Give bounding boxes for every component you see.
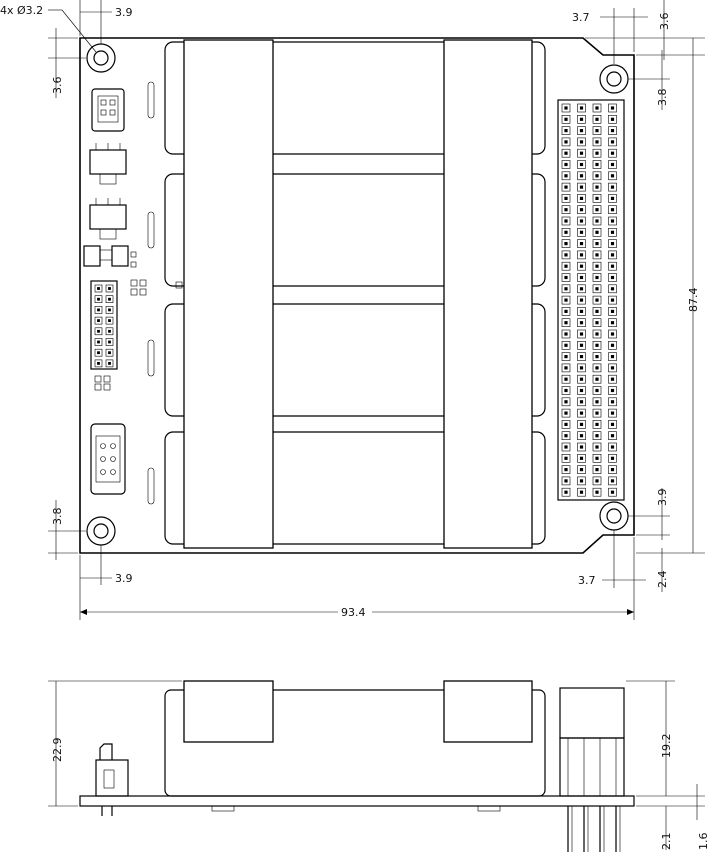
side-strap-left xyxy=(184,681,273,742)
header-pin-center xyxy=(595,332,598,335)
header-pin-center xyxy=(595,152,598,155)
header-pin-center xyxy=(595,400,598,403)
header-pin-center xyxy=(580,445,583,448)
header-pin-center xyxy=(611,186,614,189)
header-pin-center xyxy=(564,344,567,347)
header-pin-center xyxy=(564,118,567,121)
header-pin-center xyxy=(580,299,583,302)
header-pin-center xyxy=(97,309,100,312)
hole-callout: 4x Ø3.2 xyxy=(0,4,44,17)
side-view xyxy=(48,681,710,852)
header-pin-center xyxy=(564,389,567,392)
header-pin-center xyxy=(611,332,614,335)
header-pin-center xyxy=(580,412,583,415)
header-pin-center xyxy=(580,287,583,290)
header-pin-center xyxy=(564,434,567,437)
header-pin-center xyxy=(580,423,583,426)
header-pin-center xyxy=(564,423,567,426)
header-pin-center xyxy=(580,265,583,268)
header-pin-center xyxy=(611,321,614,324)
header-pin-center xyxy=(564,197,567,200)
header-pin-center xyxy=(611,344,614,347)
header-pin-center xyxy=(580,106,583,109)
header-pin-center xyxy=(580,197,583,200)
header-pin-center xyxy=(611,479,614,482)
header-pin-center xyxy=(564,174,567,177)
side-strap-right xyxy=(444,681,532,742)
header-pin-center xyxy=(580,355,583,358)
header-pin-center xyxy=(97,351,100,354)
board-outline xyxy=(80,38,634,553)
header-pin-center xyxy=(564,378,567,381)
header-pin-center xyxy=(611,265,614,268)
header-pin-center xyxy=(580,321,583,324)
dim-top-right-hole-y-inner: 3.8 xyxy=(656,88,669,106)
strap-left xyxy=(184,40,273,548)
dim-bottom-right-offset: 2.4 xyxy=(656,570,669,588)
header-pin-center xyxy=(595,344,598,347)
header-pin-center xyxy=(564,457,567,460)
mounting-hole-top-right xyxy=(600,65,628,93)
header-pin-center xyxy=(595,445,598,448)
header-pin-center xyxy=(580,186,583,189)
header-pin-center xyxy=(595,366,598,369)
header-pin-center xyxy=(108,362,111,365)
header-pin-center xyxy=(595,378,598,381)
header-pin-center xyxy=(580,491,583,494)
header-pin-center xyxy=(580,174,583,177)
connector-top xyxy=(92,89,124,131)
side-smd-2 xyxy=(478,806,500,811)
header-pin-center xyxy=(580,129,583,132)
header-pin-center xyxy=(595,208,598,211)
dim-board-thickness: 1.6 xyxy=(697,832,710,850)
header-pin-center xyxy=(611,434,614,437)
header-pin-center xyxy=(611,163,614,166)
header-pin-center xyxy=(595,140,598,143)
header-pin-center xyxy=(580,389,583,392)
header-pin-center xyxy=(595,231,598,234)
header-pin-center xyxy=(595,412,598,415)
header-pin-center xyxy=(611,457,614,460)
header-pin-center xyxy=(580,276,583,279)
header-pin-center xyxy=(611,287,614,290)
header-pin-center xyxy=(580,468,583,471)
mounting-hole-top-left xyxy=(87,44,115,72)
header-pin-center xyxy=(611,129,614,132)
dim-pin-length: 2.1 xyxy=(660,832,673,850)
header-pin-center xyxy=(580,344,583,347)
header-pin-center xyxy=(97,287,100,290)
header-pin-center xyxy=(564,400,567,403)
dim-bottom-right-hole-x: 3.7 xyxy=(578,574,596,587)
header-pin-center xyxy=(564,106,567,109)
header-pin-center xyxy=(611,423,614,426)
header-pin-center xyxy=(564,265,567,268)
side-smd-1 xyxy=(212,806,234,811)
header-pin-center xyxy=(564,321,567,324)
header-pin-center xyxy=(108,309,111,312)
header-pin-center xyxy=(564,186,567,189)
header-pin-center xyxy=(564,152,567,155)
dim-total-height: 22.9 xyxy=(51,737,64,762)
header-pin-center xyxy=(611,174,614,177)
header-pin-center xyxy=(564,366,567,369)
header-pin-center xyxy=(595,186,598,189)
header-pin-center xyxy=(611,491,614,494)
header-pin-center xyxy=(611,152,614,155)
dim-header-height: 19.2 xyxy=(660,733,673,758)
header-pin-center xyxy=(595,129,598,132)
header-pin-center xyxy=(595,197,598,200)
header-pin-center xyxy=(580,208,583,211)
header-pin-center xyxy=(580,163,583,166)
header-pin-center xyxy=(580,434,583,437)
header-pin-center xyxy=(595,457,598,460)
header-pin-center xyxy=(97,330,100,333)
header-pin-center xyxy=(564,479,567,482)
header-pin-center xyxy=(97,298,100,301)
header-pin-center xyxy=(580,479,583,482)
header-pin-center xyxy=(108,351,111,354)
header-pin-center xyxy=(564,299,567,302)
dim-bottom-left-hole-x: 3.9 xyxy=(115,572,133,585)
header-pin-center xyxy=(611,366,614,369)
header-pin-center xyxy=(564,310,567,313)
header-pin-center xyxy=(595,479,598,482)
header-pin-center xyxy=(595,242,598,245)
header-pin-center xyxy=(564,355,567,358)
header-pin-center xyxy=(595,434,598,437)
header-pin-center xyxy=(611,445,614,448)
smd-parts xyxy=(84,246,136,267)
header-pin-center xyxy=(595,219,598,222)
dim-bottom-left-hole-y: 3.8 xyxy=(51,507,64,525)
header-pin-center xyxy=(564,163,567,166)
dim-bottom-right-hole-y: 3.9 xyxy=(656,488,669,506)
header-pin-center xyxy=(595,174,598,177)
header-pin-center xyxy=(595,321,598,324)
dim-top-left-hole-x: 3.9 xyxy=(115,6,133,19)
header-pin-center xyxy=(611,253,614,256)
header-pin-center xyxy=(108,330,111,333)
smd-pads xyxy=(95,280,146,390)
header-pin-center xyxy=(564,208,567,211)
header-pin-center xyxy=(564,287,567,290)
header-pin-center xyxy=(595,468,598,471)
header-pin-center xyxy=(611,355,614,358)
strap-right xyxy=(444,40,532,548)
connector-bottom xyxy=(91,424,125,494)
header-pin-center xyxy=(580,118,583,121)
mounting-hole-bottom-left xyxy=(87,517,115,545)
header-pin-center xyxy=(611,106,614,109)
header-pin-center xyxy=(611,219,614,222)
dim-top-right-hole-y-outer: 3.6 xyxy=(658,12,671,30)
mounting-hole-bottom-right xyxy=(600,502,628,530)
header-pin-center xyxy=(611,389,614,392)
header-pin-center xyxy=(580,219,583,222)
dim-top-right-hole-x: 3.7 xyxy=(572,11,590,24)
header-pin-center xyxy=(580,366,583,369)
header-pin-center xyxy=(595,355,598,358)
dim-board-height: 87.4 xyxy=(687,287,700,312)
header-pin-center xyxy=(580,253,583,256)
header-pin-center xyxy=(564,129,567,132)
dim-top-left-hole-y: 3.6 xyxy=(51,76,64,94)
header-pin-center xyxy=(580,310,583,313)
header-pin-center xyxy=(611,276,614,279)
header-pin-center xyxy=(595,299,598,302)
header-pin-center xyxy=(564,412,567,415)
pin-header-2x8 xyxy=(91,281,117,369)
header-pin-center xyxy=(97,319,100,322)
header-pin-center xyxy=(611,140,614,143)
header-pin-center xyxy=(580,242,583,245)
header-pin-center xyxy=(595,389,598,392)
header-pin-center xyxy=(611,197,614,200)
header-pin-center xyxy=(611,378,614,381)
header-pin-center xyxy=(611,118,614,121)
header-pin-center xyxy=(564,253,567,256)
header-pin-center xyxy=(611,412,614,415)
header-pin-center xyxy=(595,423,598,426)
header-pin-center xyxy=(595,253,598,256)
header-pin-center xyxy=(611,400,614,403)
header-pin-center xyxy=(564,242,567,245)
header-pin-center xyxy=(611,231,614,234)
header-pin-center xyxy=(564,445,567,448)
dim-board-width: 93.4 xyxy=(341,606,366,619)
header-pin-center xyxy=(595,276,598,279)
header-pin-center xyxy=(595,287,598,290)
header-pin-center xyxy=(108,319,111,322)
header-pin-center xyxy=(611,208,614,211)
header-pin-center xyxy=(580,400,583,403)
header-pin-center xyxy=(108,298,111,301)
header-pin-center xyxy=(564,491,567,494)
header-pin-center xyxy=(108,287,111,290)
regulator-1 xyxy=(90,143,126,184)
side-dimensions xyxy=(48,681,710,850)
header-pin-center xyxy=(580,457,583,460)
header-pin-center xyxy=(564,140,567,143)
header-pin-center xyxy=(580,332,583,335)
side-connector xyxy=(96,744,128,816)
header-pin-center xyxy=(611,468,614,471)
side-pcb xyxy=(80,796,634,806)
header-pin-center xyxy=(97,362,100,365)
header-pin-center xyxy=(580,231,583,234)
header-pin-center xyxy=(564,468,567,471)
header-pin-center xyxy=(580,378,583,381)
header-pin-center xyxy=(580,140,583,143)
side-header xyxy=(560,688,624,852)
header-pin-center xyxy=(611,310,614,313)
regulator-2 xyxy=(90,198,126,239)
header-pin-center xyxy=(564,276,567,279)
header-pin-center xyxy=(595,106,598,109)
header-pin-center xyxy=(595,265,598,268)
header-pin-center xyxy=(595,310,598,313)
header-pin-center xyxy=(108,341,111,344)
header-pin-center xyxy=(97,341,100,344)
header-pin-center xyxy=(611,299,614,302)
header-pin-center xyxy=(564,231,567,234)
header-pin-center xyxy=(595,118,598,121)
header-pin-center xyxy=(580,152,583,155)
header-pin-center xyxy=(564,219,567,222)
header-pin-center xyxy=(564,332,567,335)
pin-header-field xyxy=(558,100,624,500)
header-pin-center xyxy=(595,491,598,494)
header-pin-center xyxy=(595,163,598,166)
header-pin-center xyxy=(611,242,614,245)
